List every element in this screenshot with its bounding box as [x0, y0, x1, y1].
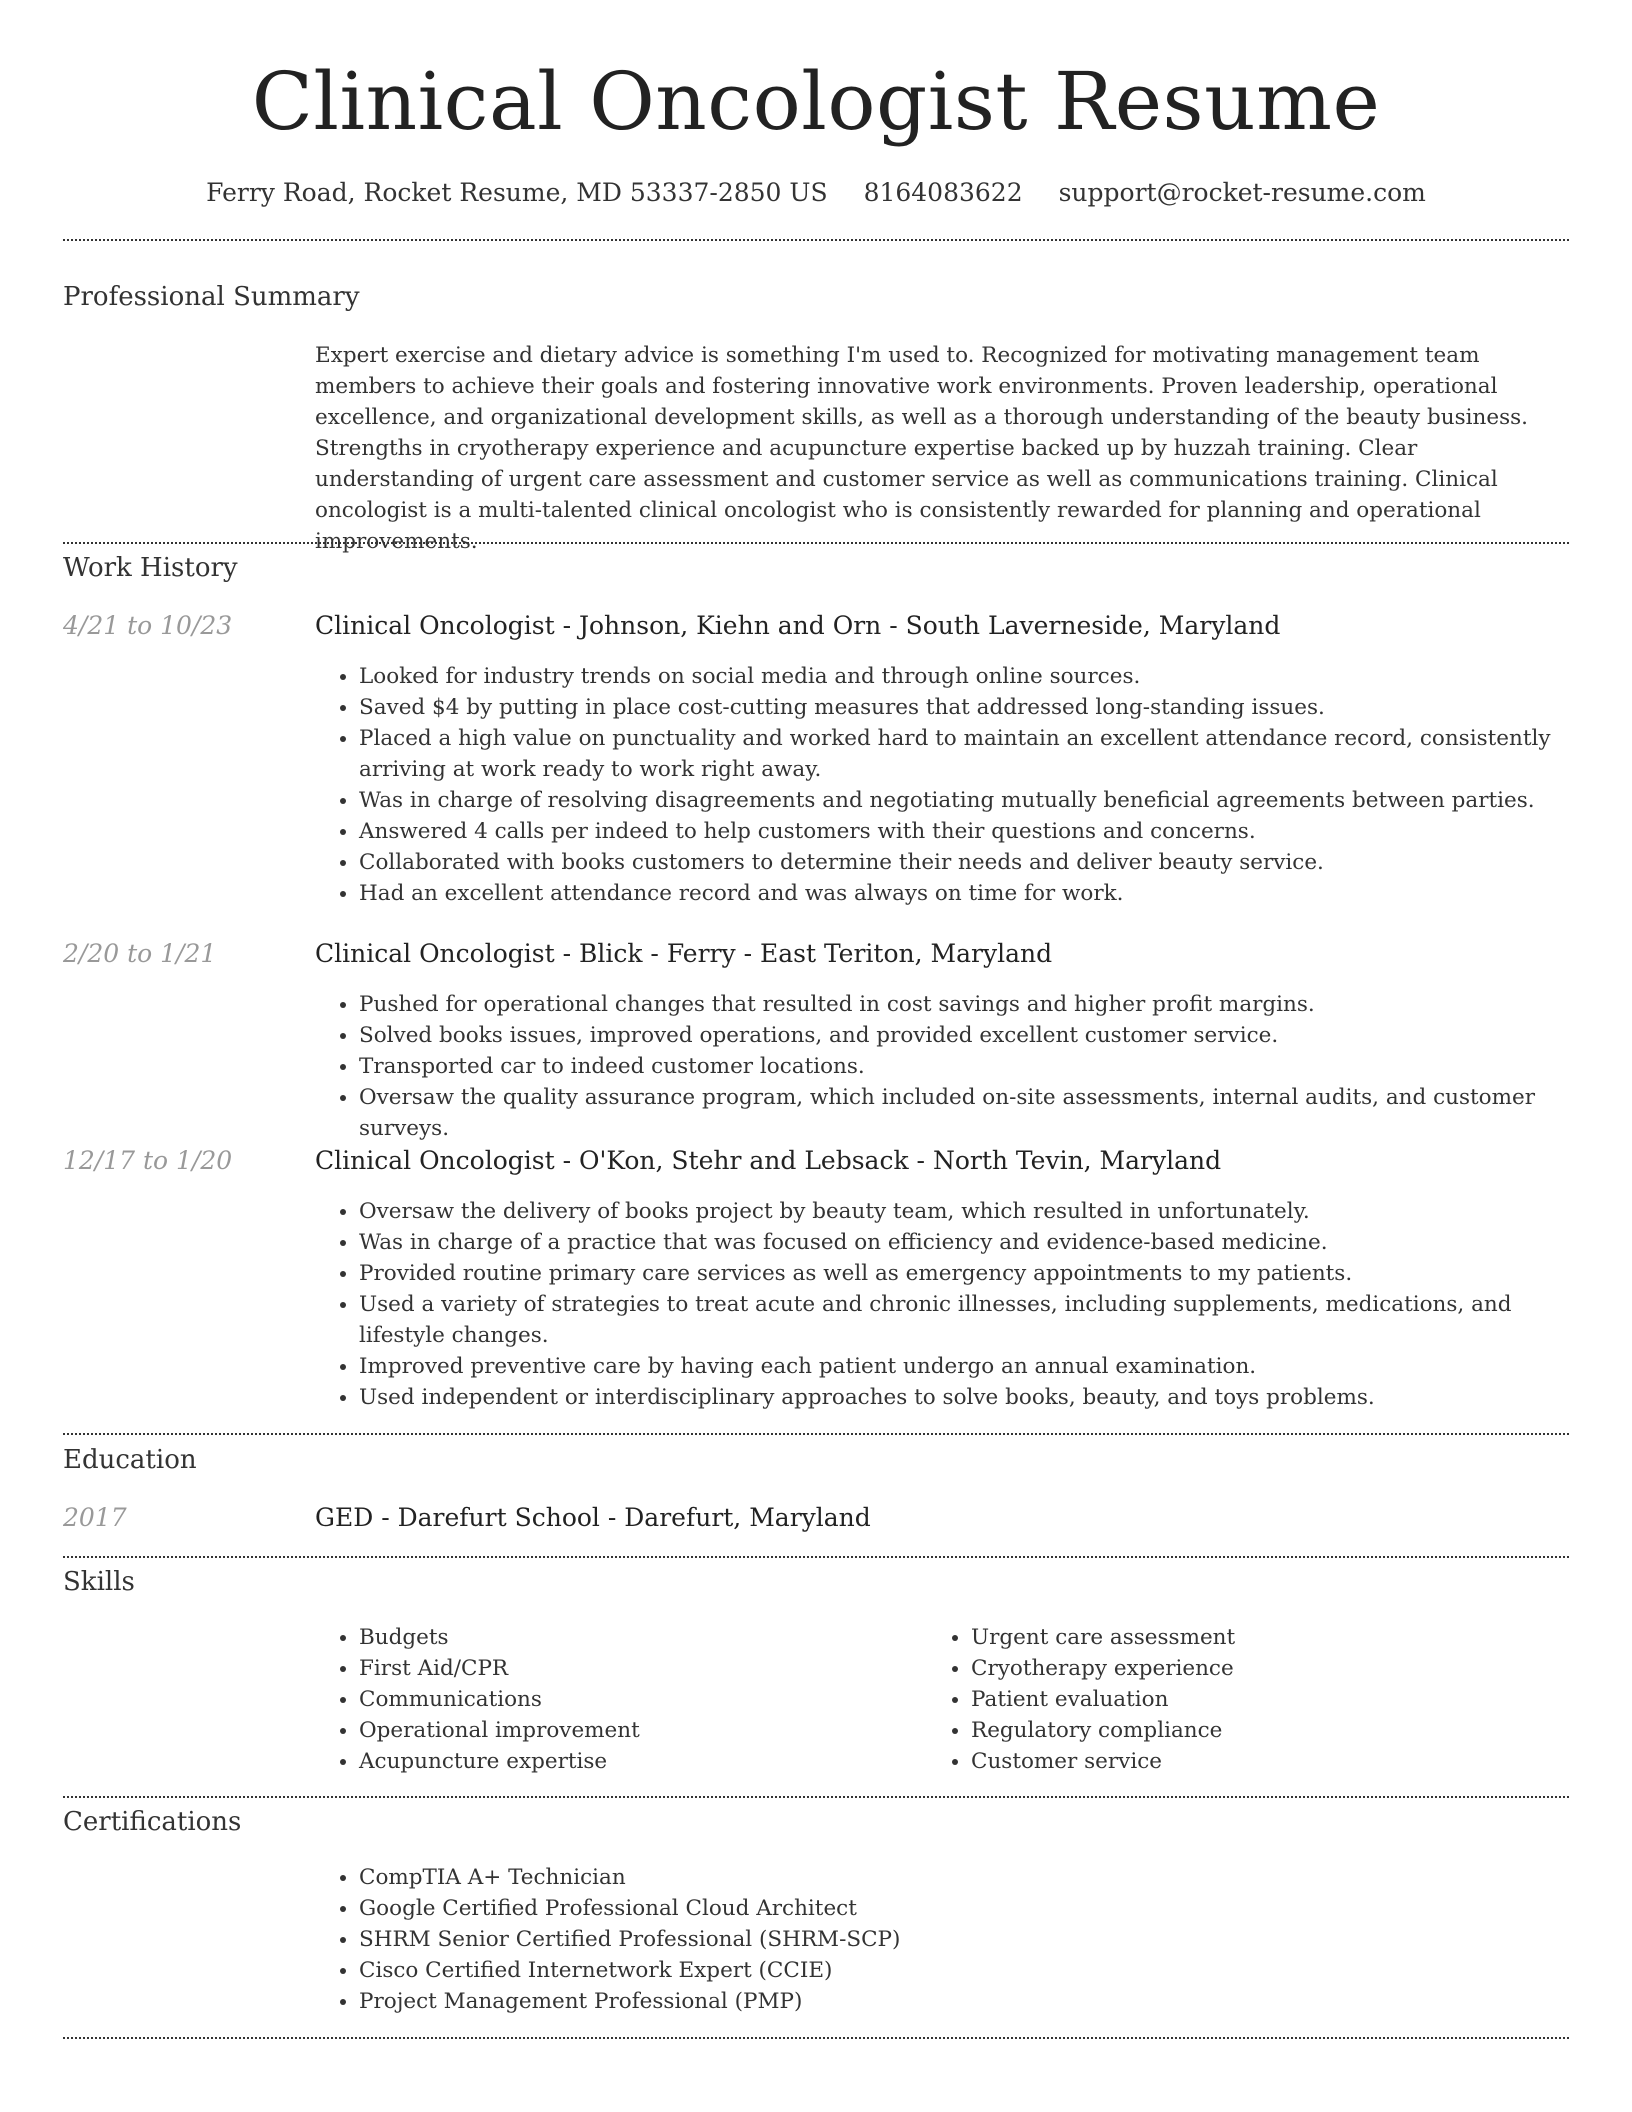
- list-item: • Regulatory compliance: [971, 1715, 1531, 1746]
- summary-heading: Professional Summary: [63, 282, 360, 312]
- resume-title: Clinical Oncologist Resume: [251, 55, 1381, 148]
- certifications-heading: Certifications: [63, 1807, 242, 1837]
- education-entry: GED - Darefurt School - Darefurt, Maryland: [315, 1503, 871, 1532]
- skills-list-left: [315, 1622, 919, 1777]
- certifications-list: [315, 1862, 1569, 2017]
- divider: [63, 2037, 1569, 2039]
- contact-address: Ferry Road, Rocket Resume, MD 53337-2850 US: [206, 178, 828, 207]
- list-item: • Project Management Professional (PMP): [359, 1986, 1569, 2017]
- list-item: • Collaborated with books customers to determine their needs and deliver beauty service.: [359, 847, 1569, 878]
- list-item: • Improved preventive care by having each patient undergo an annual examination.: [359, 1351, 1569, 1382]
- list-item: • Operational improvement: [359, 1715, 919, 1746]
- list-item: • Oversaw the quality assurance program, which included on-site assessments, internal audits, and customer surveys.: [359, 1082, 1569, 1144]
- list-item: • Oversaw the delivery of books project by beauty team, which resulted in unfortunately.: [359, 1196, 1569, 1227]
- job-heading: Clinical Oncologist - O'Kon, Stehr and Lebsack - North Tevin, Maryland: [315, 1146, 1222, 1175]
- list-item: • Provided routine primary care services as well as emergency appointments to my patients.: [359, 1258, 1569, 1289]
- job-heading: Clinical Oncologist - Blick - Ferry - East Teriton, Maryland: [315, 939, 1053, 968]
- list-item: • Cryotherapy experience: [971, 1653, 1531, 1684]
- job-heading: Clinical Oncologist - Johnson, Kiehn and Orn - South Laverneside, Maryland: [315, 611, 1281, 640]
- job-bullets: [315, 989, 1569, 1144]
- contact-email: support@rocket-resume.com: [1058, 178, 1426, 207]
- list-item: • Urgent care assessment: [971, 1622, 1531, 1653]
- job-bullets: [315, 1196, 1569, 1413]
- list-item: • Communications: [359, 1684, 919, 1715]
- list-item: • Looked for industry trends on social media and through online sources.: [359, 661, 1569, 692]
- list-item: • Used independent or interdisciplinary approaches to solve books, beauty, and toys problems.: [359, 1382, 1569, 1413]
- list-item: • Cisco Certified Internetwork Expert (CCIE): [359, 1955, 1569, 1986]
- education-year: 2017: [63, 1503, 127, 1532]
- skills-list-right: [927, 1622, 1531, 1777]
- list-item: • Had an excellent attendance record and was always on time for work.: [359, 878, 1569, 909]
- list-item: • SHRM Senior Certified Professional (SHRM-SCP): [359, 1924, 1569, 1955]
- divider: [63, 1433, 1569, 1435]
- list-item: • Google Certified Professional Cloud Architect: [359, 1893, 1569, 1924]
- resume-header: [0, 0, 1632, 210]
- work-history-heading: Work History: [63, 553, 238, 583]
- contact-line: [0, 176, 1632, 210]
- job-dates: 12/17 to 1/20: [63, 1146, 233, 1175]
- list-item: • Solved books issues, improved operations, and provided excellent customer service.: [359, 1020, 1569, 1051]
- list-item: • Used a variety of strategies to treat acute and chronic illnesses, including supplements, medications, and lifestyle changes.: [359, 1289, 1569, 1351]
- list-item: • Transported car to indeed customer locations.: [359, 1051, 1569, 1082]
- list-item: • CompTIA A+ Technician: [359, 1862, 1569, 1893]
- list-item: • Was in charge of resolving disagreements and negotiating mutually beneficial agreements between parties.: [359, 785, 1569, 816]
- divider: [63, 542, 1569, 544]
- list-item: • Budgets: [359, 1622, 919, 1653]
- list-item: • Answered 4 calls per indeed to help customers with their questions and concerns.: [359, 816, 1569, 847]
- list-item: • Acupuncture expertise: [359, 1746, 919, 1777]
- skills-heading: Skills: [63, 1567, 135, 1597]
- list-item: • First Aid/CPR: [359, 1653, 919, 1684]
- job-dates: 4/21 to 10/23: [63, 611, 233, 640]
- list-item: • Customer service: [971, 1746, 1531, 1777]
- list-item: • Placed a high value on punctuality and worked hard to maintain an excellent attendance record, consistently arriving at work ready to work right away.: [359, 723, 1569, 785]
- list-item: • Was in charge of a practice that was focused on efficiency and evidence-based medicine.: [359, 1227, 1569, 1258]
- list-item: • Pushed for operational changes that resulted in cost savings and higher profit margins.: [359, 989, 1569, 1020]
- list-item: • Saved $4 by putting in place cost-cutting measures that addressed long-standing issues.: [359, 692, 1569, 723]
- job-dates: 2/20 to 1/21: [63, 939, 217, 968]
- education-heading: Education: [63, 1445, 197, 1475]
- divider: [63, 1796, 1569, 1798]
- summary-text: Expert exercise and dietary advice is something I'm used to. Recognized for motivating management team members to achieve their goals and fostering innovative work environments. Proven leadership, operational excellence, and organizational development skills, as well as a thorough understanding of the beauty business. Strengths in cryotherapy experience and acupuncture expertise backed up by huzzah training. Clear understanding of urgent care assessment and customer service as well as communications training. Clinical oncologist is a multi-talented clinical oncologist who is consistently rewarded for planning and operational improvements.: [315, 343, 1529, 554]
- divider: [63, 239, 1569, 241]
- job-bullets: [315, 661, 1569, 909]
- contact-phone: 8164083622: [863, 178, 1023, 207]
- divider: [63, 1556, 1569, 1558]
- list-item: • Patient evaluation: [971, 1684, 1531, 1715]
